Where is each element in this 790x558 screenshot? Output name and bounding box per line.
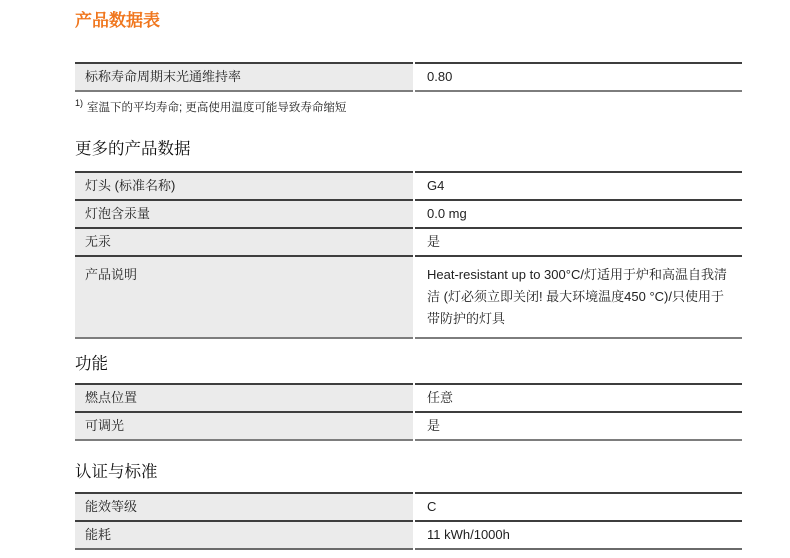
- section-title-features: 功能: [75, 355, 108, 373]
- row-value: 11 kWh/1000h: [415, 522, 742, 550]
- row-value: 0.80: [415, 62, 742, 92]
- row-value: 是: [415, 229, 742, 257]
- table-row: [75, 413, 742, 441]
- certification-table: [75, 492, 742, 550]
- footnote-marker: 1): [75, 98, 84, 109]
- table-row: [75, 383, 742, 413]
- row-value: C: [415, 492, 742, 522]
- row-label: 无汞: [75, 229, 413, 257]
- row-label: 灯头 (标准名称): [75, 171, 413, 201]
- datasheet-content: [75, 10, 742, 550]
- row-label: 标称寿命周期末光通维持率: [75, 62, 413, 92]
- table-row: [75, 171, 742, 201]
- table-row: [75, 62, 742, 92]
- table-row: [75, 229, 742, 257]
- row-value: G4: [415, 171, 742, 201]
- row-value: 任意: [415, 383, 742, 413]
- row-value: Heat-resistant up to 300°C/灯适用于炉和高温自我清洁 (灯必须立即关闭! 最大环境温度450 °C)/只使用于带防护的灯具: [415, 257, 742, 339]
- row-label: 灯泡含汞量: [75, 201, 413, 229]
- row-label: 能效等级: [75, 492, 413, 522]
- row-label: 能耗: [75, 522, 413, 550]
- row-value: 0.0 mg: [415, 201, 742, 229]
- row-label: 产品说明: [75, 257, 413, 339]
- page-title: 产品数据表: [75, 11, 160, 30]
- summary-table: [75, 62, 742, 92]
- table-row: [75, 522, 742, 550]
- section-title-more-data: 更多的产品数据: [75, 140, 191, 158]
- table-row: [75, 201, 742, 229]
- row-value: 是: [415, 413, 742, 441]
- row-label: 可调光: [75, 413, 413, 441]
- section-title-certification: 认证与标准: [75, 463, 158, 481]
- features-table: [75, 383, 742, 441]
- more-data-table: [75, 171, 742, 339]
- table-row: [75, 492, 742, 522]
- footnote: [75, 100, 742, 116]
- footnote-text: 室温下的平均寿命; 更高使用温度可能导致寿命缩短: [87, 102, 347, 114]
- table-row: [75, 257, 742, 339]
- row-label: 燃点位置: [75, 383, 413, 413]
